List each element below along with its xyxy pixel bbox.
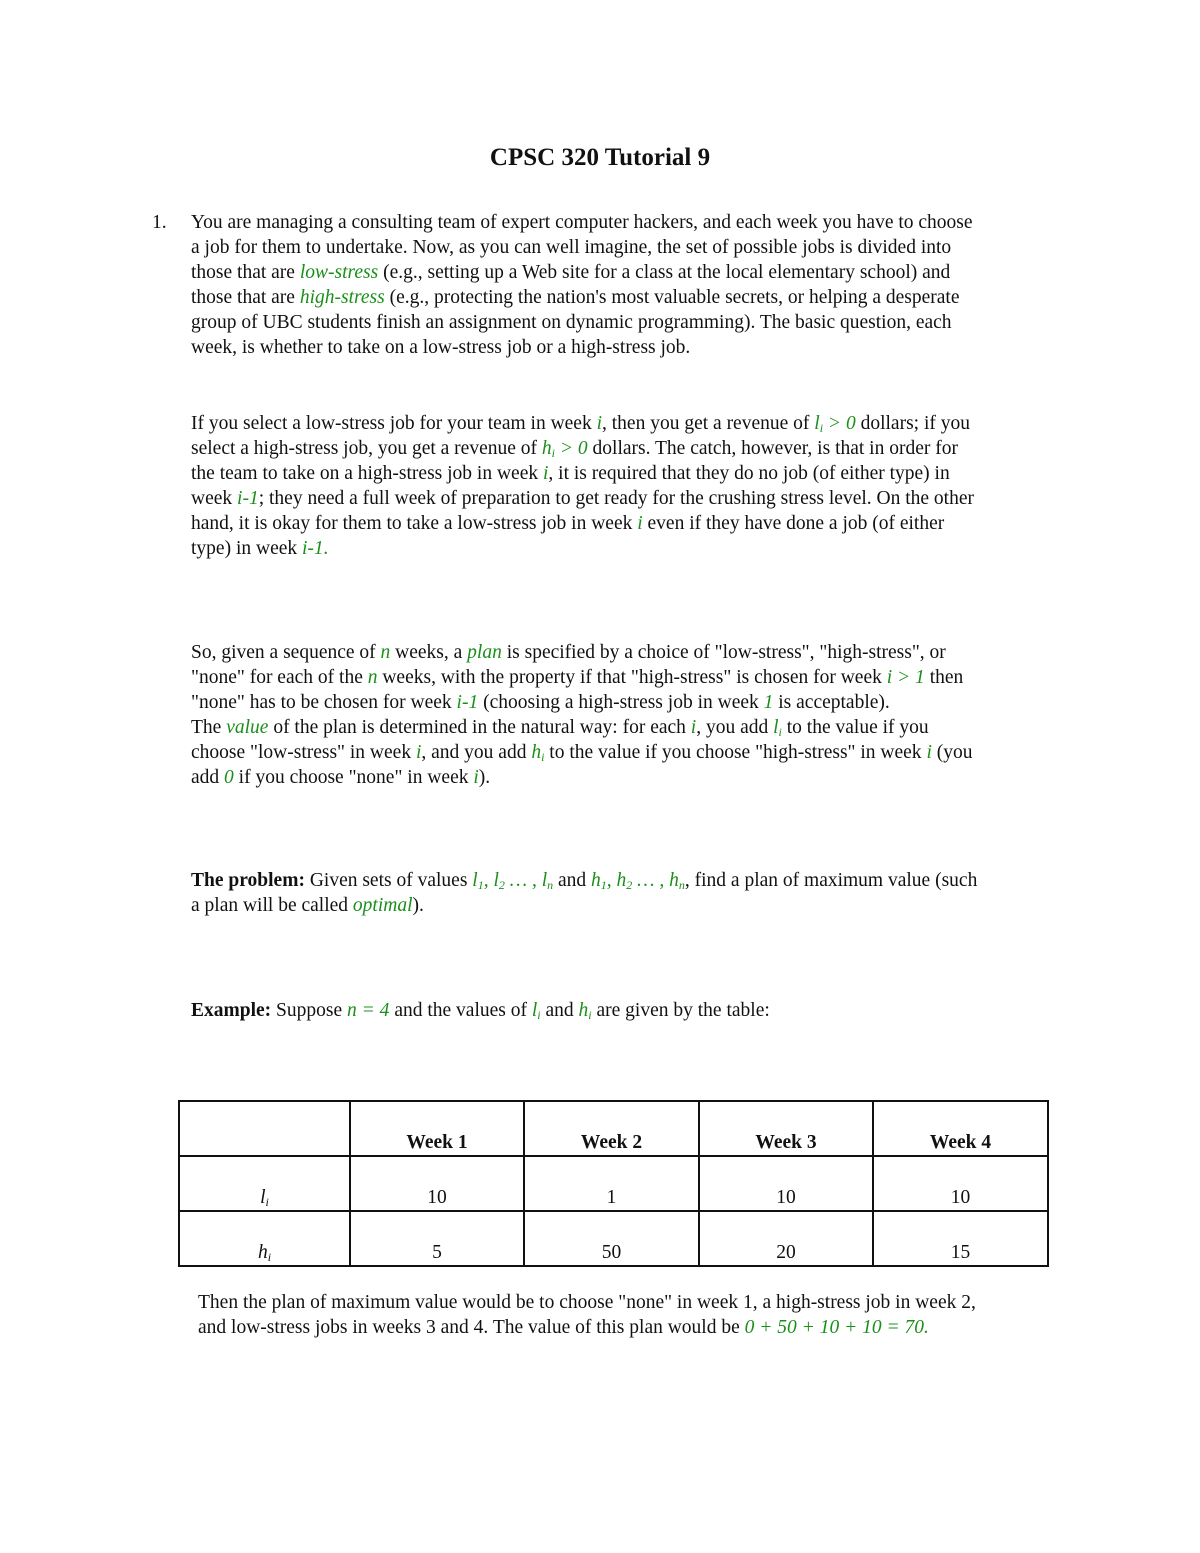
answer-sum: 0 + 50 + 10 + 10 = 70. [744, 1317, 929, 1338]
table-cell: 10 [873, 1156, 1048, 1211]
page-title: CPSC 320 Tutorial 9 [489, 144, 711, 171]
table-cell: 1 [524, 1156, 699, 1211]
term-optimal: optimal [352, 895, 413, 916]
term-plan: plan [467, 642, 502, 663]
table-header-cell: Week 2 [524, 1101, 699, 1156]
table-cell: 15 [873, 1211, 1048, 1266]
values-table [178, 1100, 1049, 1267]
row-label-h: $h_i$ [179, 1211, 350, 1266]
term-value: value [226, 717, 269, 738]
paragraph-revenue: If you select a low-stress job for your team in week i, then you get a revenue of $l_i > 0$ dollars; if you select a high-stress job, you get a revenue of $h_i > 0$ dollars. The catch, however, is that in order for the team to take on a high-stress job in week i, it is required that they do no job (of either type) in week i-1; they need a full week of preparation to get ready for the crushing stress level. On the other hand, it is okay for them to take a low-stress job in week i even if they have done a job (of either type) in week i-1. [191, 413, 974, 559]
paragraph-intro: You are managing a consulting team of expert computer hackers, and each week you have to choose a job for them to undertake. Now, as you can well imagine, the set of possible jobs is divided into those that are low-stress (e.g., setting up a Web site for a class at the local elementary school) and those that are high-stress (e.g., protecting the nation's most valuable secrets, or helping a desperate group of UBC students finish an assignment on dynamic programming). The basic question, each week, is whether to take on a low-stress job or a high-stress job. [191, 212, 973, 358]
table-cell: 20 [699, 1211, 873, 1266]
item-number: 1. [152, 212, 167, 233]
table-header-cell: Week 3 [699, 1101, 873, 1156]
example-heading: Example: [191, 1000, 272, 1021]
problem-heading: The problem: [191, 870, 305, 891]
row-label-l: $l_i$ [179, 1156, 350, 1211]
table-cell: 10 [350, 1156, 524, 1211]
table-cell: 50 [524, 1211, 699, 1266]
table-header-cell: Week 1 [350, 1101, 524, 1156]
paragraph-plan: So, given a sequence of n weeks, a plan is specified by a choice of "low-stress", "high-stress", or "none" for each of the n weeks, with the property if that "high-stress" is chosen for week i > 1 then "none" has to be chosen for week i-1 (choosing a high-stress job in week 1 is acceptable). The value of the plan is determined in the natural way: for each i, you add $l_i$ to the value if you choose "low-stress" in week i, and you add $h_i$ to the value if you choose "high-stress" in week i (you add 0 if you choose "none" in week i). [191, 642, 973, 788]
paragraph-problem: The problem: Given sets of values $l_1$, $l_2$ … , $l_n$ and $h_1$, $h_2$ … , $h_n$, find a plan of maximum value (such a plan will be called optimal). [191, 870, 978, 916]
table-header-cell: Week 4 [873, 1101, 1048, 1156]
term-high-stress: high-stress [299, 287, 385, 308]
table-header-cell [179, 1101, 350, 1156]
paragraph-answer: Then the plan of maximum value would be to choose "none" in week 1, a high-stress job in week 2, and low-stress jobs in weeks 3 and 4. The value of this plan would be 0 + 50 + 10 + 10 = 70. [198, 1292, 976, 1338]
table-row [179, 1211, 1048, 1266]
table-cell: 10 [699, 1156, 873, 1211]
table-cell: 5 [350, 1211, 524, 1266]
paragraph-example: Example: Suppose n = 4 and the values of $l_i$ and $h_i$ are given by the table: [191, 1000, 770, 1022]
term-low-stress: low-stress [299, 262, 379, 283]
table-header-row [179, 1101, 1048, 1156]
table-row [179, 1156, 1048, 1211]
